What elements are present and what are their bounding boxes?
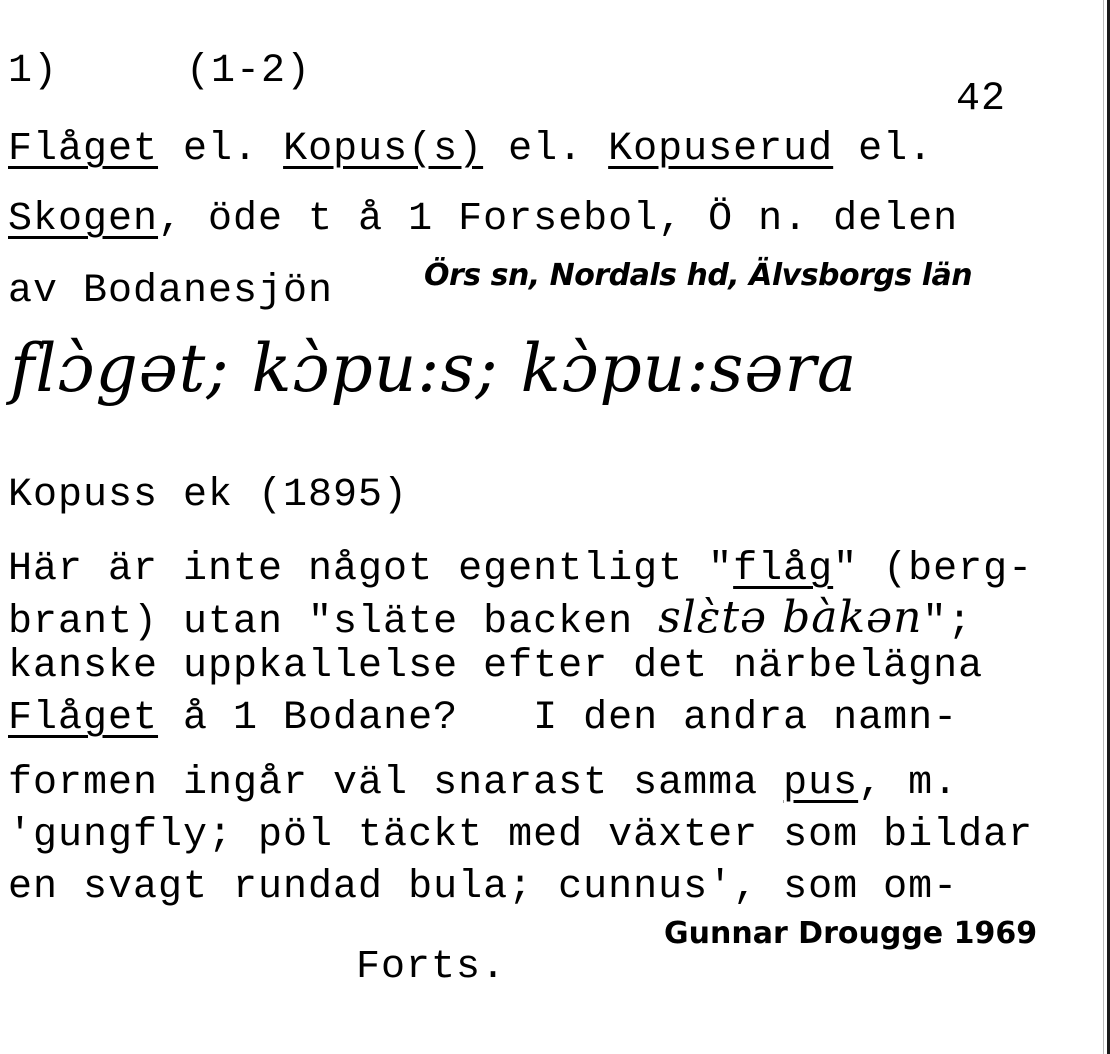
continued-note: Forts. [356, 945, 507, 990]
name-skogen: Skogen [8, 197, 159, 242]
text: å 1 Bodane? I den andra namn- [158, 696, 959, 741]
names-line [8, 126, 933, 174]
author-stamp: Gunnar Drougge 1969 [664, 916, 1038, 951]
text: formen ingår väl snarast samma [8, 761, 784, 806]
separator: el. [483, 127, 609, 172]
body-line-5 [8, 760, 958, 808]
older-form: Kopuss ek (1895) [8, 473, 409, 518]
text: , m. [858, 761, 959, 806]
body-line-6: 'gungfly; pöl täckt med växter som bildar [8, 813, 1034, 858]
separator: el. [158, 127, 284, 172]
word-flaget: Flåget [8, 696, 159, 741]
phonetic-transcription: flɔ̀gət; kɔ̀pu:s; kɔ̀pu:səra [10, 330, 858, 407]
parish-stamp: Örs sn, Nordals hd, Älvsborgs län [424, 258, 973, 293]
location-line [8, 196, 958, 244]
name-flaget: Flåget [8, 127, 159, 172]
card-number: 42 [956, 77, 1007, 122]
word-flag: flåg [733, 547, 834, 592]
card-edge-inner [1103, 0, 1104, 1054]
text: Här är inte något egentligt " [8, 547, 734, 592]
location-line-2: av Bodanesjön [8, 269, 334, 314]
word-pus: pus [783, 761, 859, 806]
handwritten-pronunciation: slɛ̀tə bàkən [658, 592, 923, 643]
card-index: 1) [8, 49, 59, 94]
body-line-1 [8, 546, 1033, 594]
body-line-7: en svagt rundad bula; cunnus', som om- [8, 865, 959, 910]
body-line-3: kanske uppkallelse efter det närbelägna [8, 644, 984, 689]
body-line-2 [8, 594, 973, 647]
location-text: , öde t å 1 Forsebol, Ö n. delen [158, 197, 959, 242]
name-kopus: Kopus(s) [283, 127, 484, 172]
text: " (berg- [833, 547, 1034, 592]
name-kopuserud: Kopuserud [608, 127, 834, 172]
body-line-4 [8, 695, 958, 743]
separator: el. [833, 127, 934, 172]
text: brant) utan "släte backen [8, 600, 659, 645]
card-range: (1-2) [186, 49, 312, 94]
text: "; [922, 600, 973, 645]
